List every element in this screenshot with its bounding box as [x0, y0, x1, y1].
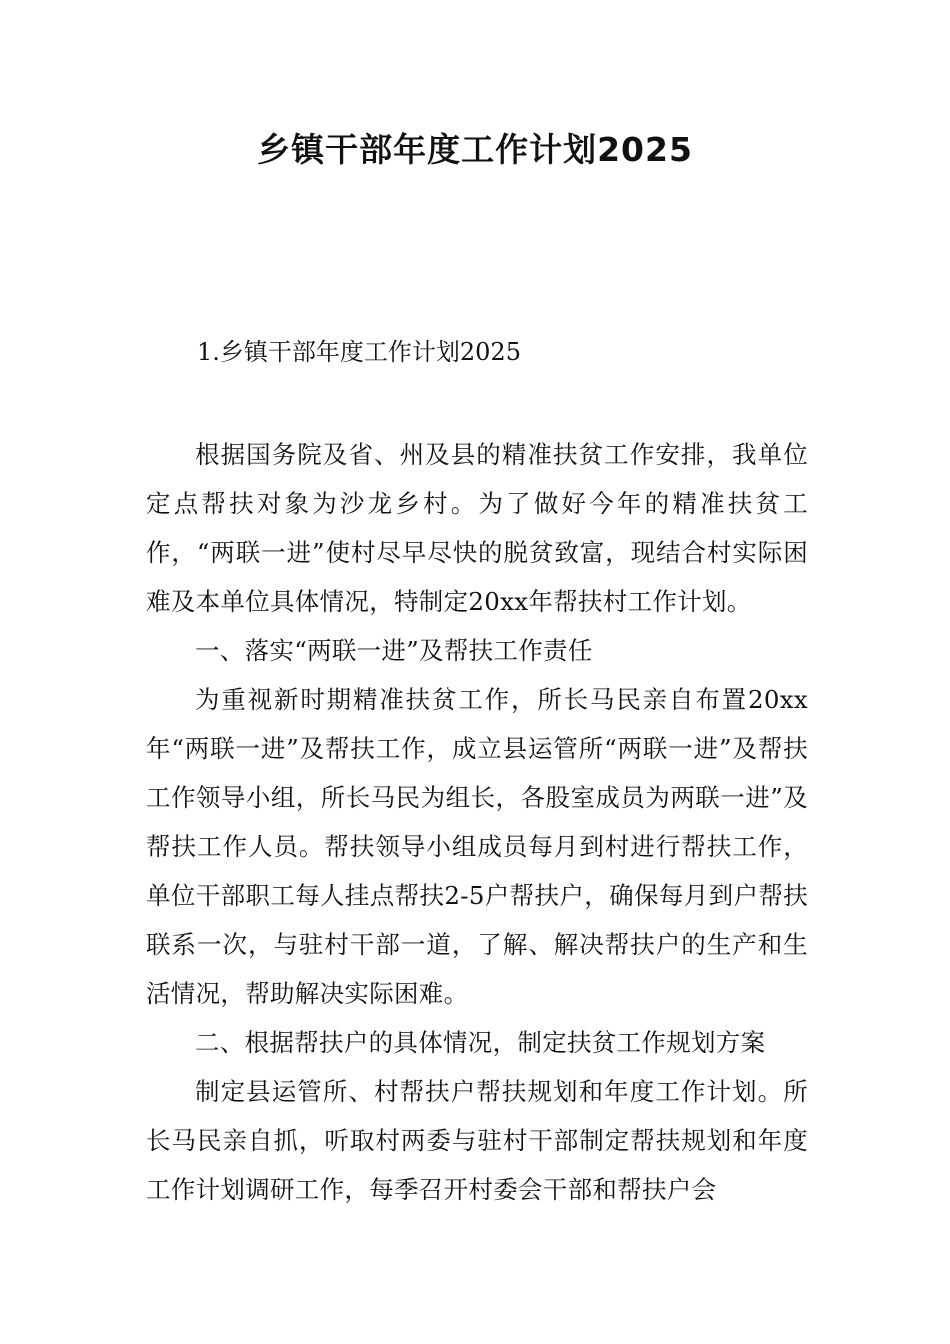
paragraph-heading-2: 二、根据帮扶户的具体情况，制定扶贫工作规划方案: [195, 1028, 766, 1057]
section-heading: 1.乡镇干部年度工作计划2025: [197, 338, 521, 366]
paragraph-heading-1: 一、落实“两联一进”及帮扶工作责任: [195, 636, 593, 665]
body-text: [146, 430, 808, 1214]
paragraph-section-1: 为重视新时期精准扶贫工作，所长马民亲自布置20xx年“两联一进”及帮扶工作，成立县运管所“两联一进”及帮扶工作领导小组，所长马民为组长，各股室成员为两联一进”及帮扶工作人员。帮扶领导小组成员每月到村进行帮扶工作，单位干部职工每人挂点帮扶2-5户帮扶户，确保每月到户帮扶联系一次，与驻村干部一道，了解、解决帮扶户的生产和生活情况，帮助解决实际困难。: [146, 685, 808, 1008]
paragraph-section-2: 制定县运管所、村帮扶户帮扶规划和年度工作计划。所长马民亲自抓，听取村两委与驻村干部制定帮扶规划和年度工作计划调研工作，每季召开村委会干部和帮扶户会: [146, 1077, 808, 1204]
paragraph-intro: 根据国务院及省、州及县的精准扶贫工作安排，我单位定点帮扶对象为沙龙乡村。为了做好今年的精准扶贫工作，“两联一进”使村尽早尽快的脱贫致富，现结合村实际困难及本单位具体情况，特制定20xx年帮扶村工作计划。: [146, 440, 808, 616]
document-title: 乡镇干部年度工作计划2025: [257, 130, 693, 169]
